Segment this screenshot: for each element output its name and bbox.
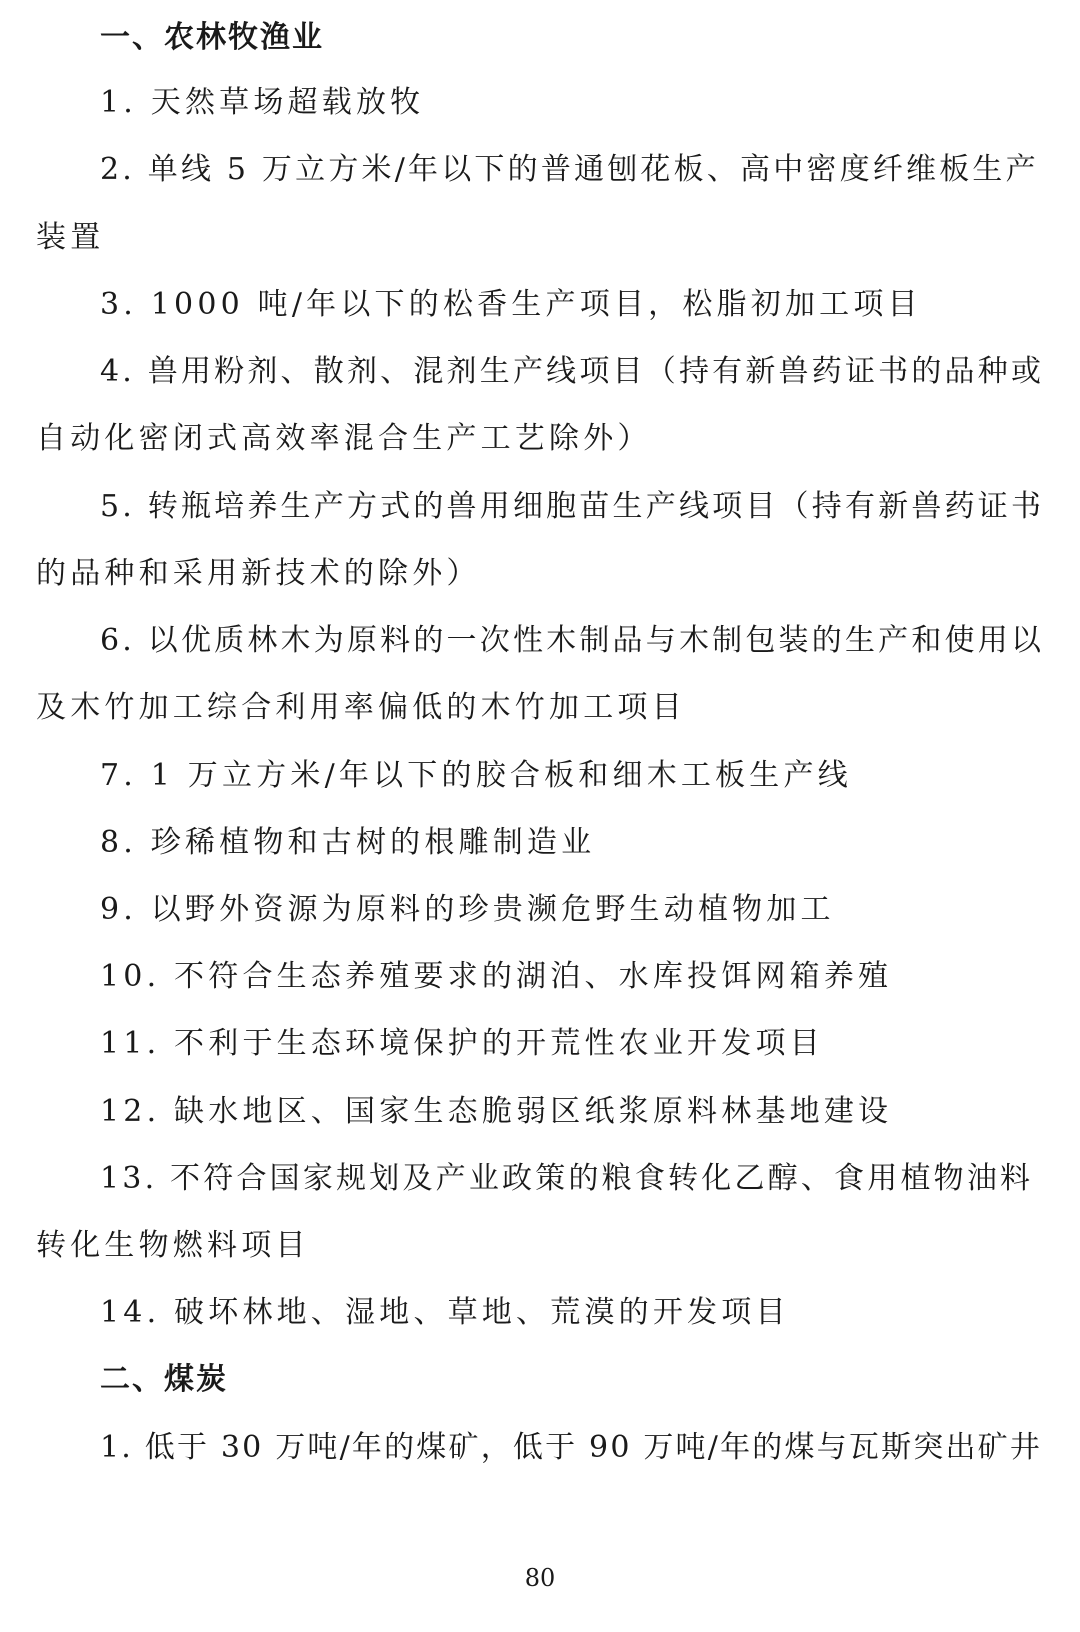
list-item-2: 2. 单线 5 万立方米/年以下的普通刨花板、高中密度纤维板生产 (100, 152, 1039, 187)
section-heading-agriculture: 一、农林牧渔业 (100, 20, 324, 55)
list-item-12: 12. 缺水地区、国家生态脆弱区纸浆原料林基地建设 (100, 1094, 893, 1129)
coal-list-item-1: 1. 低于 30 万吨/年的煤矿，低于 90 万吨/年的煤与瓦斯突出矿井 (100, 1430, 1043, 1465)
list-item-2-continuation: 装置 (36, 220, 105, 255)
list-item-5-continuation: 的品种和采用新技术的除外） (36, 556, 481, 591)
list-item-6: 6. 以优质林木为原料的一次性木制品与木制包装的生产和使用以 (100, 623, 1045, 658)
list-item-4: 4. 兽用粉剂、散剂、混剂生产线项目（持有新兽药证书的品种或 (100, 354, 1045, 389)
section-heading-coal: 二、煤炭 (100, 1362, 228, 1397)
list-item-3: 3. 1000 吨/年以下的松香生产项目，松脂初加工项目 (100, 287, 922, 322)
page-number: 80 (524, 1564, 556, 1592)
list-item-1: 1. 天然草场超载放牧 (100, 85, 425, 120)
list-item-9: 9. 以野外资源为原料的珍贵濒危野生动植物加工 (100, 892, 835, 927)
list-item-14: 14. 破坏林地、湿地、草地、荒漠的开发项目 (100, 1295, 790, 1330)
list-item-8: 8. 珍稀植物和古树的根雕制造业 (100, 825, 596, 860)
list-item-4-continuation: 自动化密闭式高效率混合生产工艺除外） (36, 421, 652, 456)
list-item-7: 7. 1 万立方米/年以下的胶合板和细木工板生产线 (100, 758, 852, 793)
list-item-11: 11. 不利于生态环境保护的开荒性农业开发项目 (100, 1026, 824, 1061)
list-item-10: 10. 不符合生态养殖要求的湖泊、水库投饵网箱养殖 (100, 959, 893, 994)
list-item-13-continuation: 转化生物燃料项目 (36, 1228, 310, 1263)
list-item-13: 13. 不符合国家规划及产业政策的粮食转化乙醇、食用植物油料 (100, 1161, 1034, 1196)
list-item-6-continuation: 及木竹加工综合利用率偏低的木竹加工项目 (36, 690, 686, 725)
list-item-5: 5. 转瓶培养生产方式的兽用细胞苗生产线项目（持有新兽药证书 (100, 489, 1045, 524)
